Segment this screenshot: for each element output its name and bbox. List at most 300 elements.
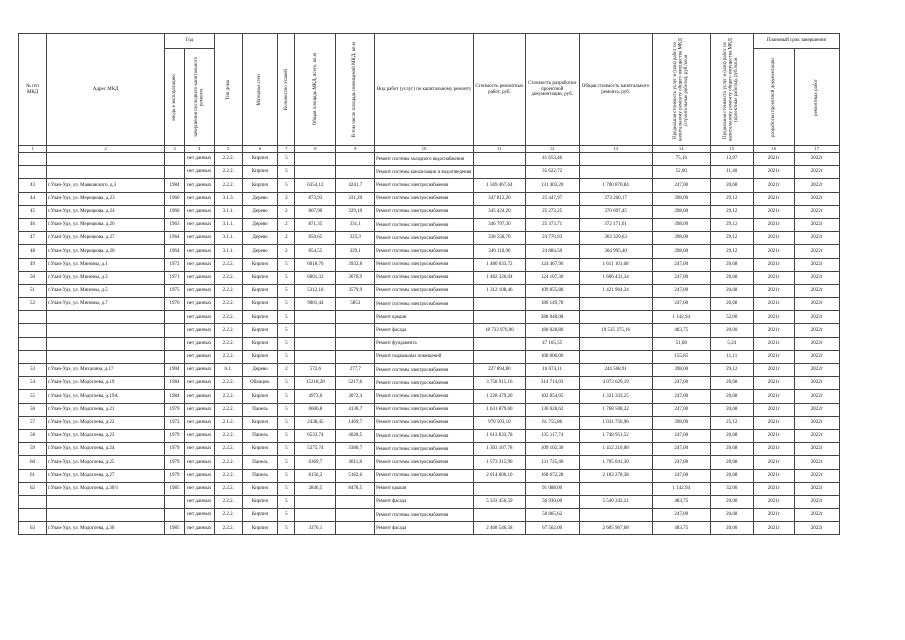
row-max-cost-2: 20,00 bbox=[710, 495, 753, 508]
row-work-type: Ремонт системы электроснабжения bbox=[375, 416, 474, 429]
row-term-design: 2021г bbox=[753, 364, 794, 377]
row-total-area: 6533,74 bbox=[295, 429, 336, 442]
row-number: 48 bbox=[19, 245, 47, 258]
column-number: 9 bbox=[336, 146, 375, 153]
table-row bbox=[19, 205, 840, 218]
row-max-cost-1: 247,00 bbox=[652, 258, 710, 271]
table-row bbox=[19, 390, 840, 403]
row-wall-material: Кирпич bbox=[242, 271, 278, 284]
row-max-cost-1: 1 142,94 bbox=[652, 482, 710, 495]
row-max-cost-2: 20,00 bbox=[710, 324, 753, 337]
table-row bbox=[19, 232, 840, 245]
row-floors: 2 bbox=[278, 205, 295, 218]
row-term-works: 2022г bbox=[794, 192, 839, 205]
row-repair-cost: 1 486 633,72 bbox=[474, 258, 526, 271]
table-row bbox=[19, 429, 840, 442]
row-total-cost: 1 748 951,52 bbox=[579, 429, 652, 442]
row-number bbox=[19, 166, 47, 179]
row-address: г.Улан-Удэ, ул. Маяковского, д.3 bbox=[46, 179, 164, 192]
row-max-cost-2: 20,68 bbox=[710, 284, 753, 297]
row-term-works: 2022г bbox=[794, 258, 839, 271]
row-living-area: 4028,5 bbox=[336, 429, 375, 442]
row-house-type: 2.2.2. bbox=[214, 482, 242, 495]
header-year: Год bbox=[165, 34, 215, 49]
row-wall-material: Кирпич bbox=[242, 311, 278, 324]
row-repair-cost bbox=[474, 482, 526, 495]
row-wall-material: Дерево bbox=[242, 218, 278, 231]
row-address bbox=[46, 509, 164, 522]
row-term-design: 2021г bbox=[753, 377, 794, 390]
row-number: 63 bbox=[19, 522, 47, 535]
row-repair-cost bbox=[474, 337, 526, 350]
row-design-cost: 35 622,72 bbox=[525, 166, 579, 179]
row-max-cost-1: 398,00 bbox=[652, 205, 710, 218]
row-term-design: 2021г bbox=[753, 179, 794, 192]
table-row bbox=[19, 284, 840, 297]
row-max-cost-2: 52,00 bbox=[710, 311, 753, 324]
row-max-cost-1: 52,00 bbox=[652, 166, 710, 179]
row-total-area bbox=[295, 509, 336, 522]
row-design-cost: 24 884,50 bbox=[525, 245, 579, 258]
row-house-type: 2.2.2. bbox=[214, 443, 242, 456]
row-total-area: 2846,5 bbox=[295, 482, 336, 495]
row-living-area: 3579,9 bbox=[336, 284, 375, 297]
column-number: 5 bbox=[214, 146, 242, 153]
row-max-cost-1: 247,00 bbox=[652, 509, 710, 522]
row-year-commission: 1979 bbox=[165, 429, 184, 442]
row-work-type: Ремонт системы электроснабжения bbox=[375, 192, 474, 205]
table-row bbox=[19, 350, 840, 363]
row-total-area bbox=[295, 337, 336, 350]
row-repair-cost: 340 110,90 bbox=[474, 245, 526, 258]
row-total-cost: 372 171,01 bbox=[579, 218, 652, 231]
row-year-last-repair: нет данных bbox=[184, 429, 214, 442]
row-year-last-repair: нет данных bbox=[184, 179, 214, 192]
row-number bbox=[19, 350, 47, 363]
row-total-area: 8156,3 bbox=[295, 469, 336, 482]
row-work-type: Ремонт системы электроснабжения bbox=[375, 377, 474, 390]
row-term-design: 2021г bbox=[753, 271, 794, 284]
row-number: 49 bbox=[19, 258, 47, 271]
row-living-area bbox=[336, 166, 375, 179]
row-address bbox=[46, 337, 164, 350]
row-term-works: 2022г bbox=[794, 469, 839, 482]
row-work-type: Ремонт системы электроснабжения bbox=[375, 443, 474, 456]
row-floors: 5 bbox=[278, 337, 295, 350]
row-house-type: 2.2.2. bbox=[214, 522, 242, 535]
row-number: 59 bbox=[19, 443, 47, 456]
row-design-cost: 180 028,80 bbox=[525, 324, 579, 337]
row-floors: 5 bbox=[278, 403, 295, 416]
row-max-cost-1: 75,16 bbox=[652, 153, 710, 166]
row-total-area: 867,90 bbox=[295, 205, 336, 218]
row-living-area: 277,7 bbox=[336, 364, 375, 377]
row-work-type: Ремонт системы электроснабжения bbox=[375, 469, 474, 482]
row-number: 53 bbox=[19, 364, 47, 377]
row-living-area: 8478,5 bbox=[336, 482, 375, 495]
row-work-type: Ремонт крыши bbox=[375, 482, 474, 495]
row-address bbox=[46, 324, 164, 337]
row-total-cost: 5 540 342,21 bbox=[579, 495, 652, 508]
row-work-type: Ремонт системы электроснабжения bbox=[375, 179, 474, 192]
row-address bbox=[46, 495, 164, 508]
row-floors: 5 bbox=[278, 298, 295, 311]
row-repair-cost: 345 424,20 bbox=[474, 205, 526, 218]
table-row bbox=[19, 192, 840, 205]
row-year-commission: 1904 bbox=[165, 364, 184, 377]
header-year-last-repair: завершения последнего капитального ремонта bbox=[184, 49, 214, 146]
column-number: 11 bbox=[474, 146, 526, 153]
row-floors: 5 bbox=[278, 311, 295, 324]
table-row bbox=[19, 456, 840, 469]
row-repair-cost: 1 569 467,64 bbox=[474, 179, 526, 192]
row-max-cost-1: 398,00 bbox=[652, 232, 710, 245]
row-work-type: Ремонт системы электроснабжения bbox=[375, 271, 474, 284]
row-term-design: 2021г bbox=[753, 205, 794, 218]
row-house-type: 2.2.2. bbox=[214, 298, 242, 311]
row-max-cost-2: 20,68 bbox=[710, 390, 753, 403]
row-year-last-repair: нет данных bbox=[184, 298, 214, 311]
row-wall-material: Кирпич bbox=[242, 298, 278, 311]
row-repair-cost bbox=[474, 350, 526, 363]
row-year-commission: 1963 bbox=[165, 218, 184, 231]
row-total-area: 5275,74 bbox=[295, 443, 336, 456]
row-design-cost: 109 102,30 bbox=[525, 443, 579, 456]
row-wall-material: Кирпич bbox=[242, 350, 278, 363]
row-number bbox=[19, 337, 47, 350]
row-wall-material: Облицов. bbox=[242, 377, 278, 390]
table-header bbox=[19, 34, 840, 153]
row-repair-cost: 18 733 976,96 bbox=[474, 324, 526, 337]
row-repair-cost bbox=[474, 153, 526, 166]
row-floors: 5 bbox=[278, 495, 295, 508]
row-living-area bbox=[336, 311, 375, 324]
row-term-design: 2021г bbox=[753, 429, 794, 442]
row-living-area: 331,20 bbox=[336, 192, 375, 205]
row-term-design: 2021г bbox=[753, 522, 794, 535]
header-house-type: Тип дома bbox=[214, 34, 242, 146]
row-work-type: Ремонт фасада bbox=[375, 522, 474, 535]
column-number: 4 bbox=[184, 146, 214, 153]
row-repair-cost: 1 312 108,46 bbox=[474, 284, 526, 297]
row-total-area: 572,6 bbox=[295, 364, 336, 377]
row-year-commission bbox=[165, 495, 184, 508]
row-address: г.Улан-Удэ, ул. Модогоева, д.24 bbox=[46, 443, 164, 456]
row-term-works: 2022г bbox=[794, 311, 839, 324]
row-term-works: 2022г bbox=[794, 245, 839, 258]
row-floors: 5 bbox=[278, 482, 295, 495]
row-total-cost: 1 611 101,68 bbox=[579, 258, 652, 271]
row-term-works: 2022г bbox=[794, 166, 839, 179]
row-term-design: 2021г bbox=[753, 324, 794, 337]
column-number: 6 bbox=[242, 146, 278, 153]
row-year-last-repair: нет данных bbox=[184, 416, 214, 429]
row-max-cost-2: 20,68 bbox=[710, 258, 753, 271]
row-design-cost: 136 628,62 bbox=[525, 403, 579, 416]
row-total-area: 6354,12 bbox=[295, 179, 336, 192]
row-term-works: 2022г bbox=[794, 390, 839, 403]
row-total-cost bbox=[579, 298, 652, 311]
row-design-cost: 131 403,20 bbox=[525, 179, 579, 192]
row-work-type: Ремонт подвальных помещений bbox=[375, 350, 474, 363]
row-year-last-repair: нет данных bbox=[184, 218, 214, 231]
row-number: 45 bbox=[19, 205, 47, 218]
row-repair-cost bbox=[474, 509, 526, 522]
row-house-type: 2.2.2. bbox=[214, 284, 242, 297]
row-total-cost: 373 260,17 bbox=[579, 192, 652, 205]
row-term-design: 2021г bbox=[753, 232, 794, 245]
row-term-works: 2022г bbox=[794, 205, 839, 218]
row-term-design: 2021г bbox=[753, 350, 794, 363]
row-max-cost-2: 25,12 bbox=[710, 416, 753, 429]
row-wall-material: Дерево bbox=[242, 205, 278, 218]
row-work-type: Ремонт системы электроснабжения bbox=[375, 364, 474, 377]
row-house-type: 2.2.2. bbox=[214, 350, 242, 363]
row-year-commission: 1984 bbox=[165, 390, 184, 403]
row-house-type: 3.1.3. bbox=[214, 192, 242, 205]
row-total-area: 6001,32 bbox=[295, 271, 336, 284]
row-wall-material: Дерево bbox=[242, 245, 278, 258]
row-address: г.Улан-Удэ, ул. Миномы, д.3 bbox=[46, 271, 164, 284]
row-design-cost: 56 930,00 bbox=[525, 495, 579, 508]
row-address: г.Улан-Удэ, ул. Модогоева, д.30/1 bbox=[46, 482, 164, 495]
row-max-cost-1: 483,75 bbox=[652, 522, 710, 535]
table-row bbox=[19, 469, 840, 482]
row-address bbox=[46, 153, 164, 166]
column-number: 17 bbox=[794, 146, 839, 153]
table-row bbox=[19, 495, 840, 508]
row-floors: 2 bbox=[278, 192, 295, 205]
row-total-area bbox=[295, 153, 336, 166]
row-total-cost: 244 568,91 bbox=[579, 364, 652, 377]
row-year-last-repair: нет данных bbox=[184, 192, 214, 205]
row-floors: 2 bbox=[278, 218, 295, 231]
row-year-commission bbox=[165, 509, 184, 522]
table-row bbox=[19, 337, 840, 350]
header-living-area: В том числе площадь помещений МКД, кв.м bbox=[336, 34, 375, 146]
row-floors: 5 bbox=[278, 271, 295, 284]
row-number: 54 bbox=[19, 377, 47, 390]
column-number: 2 bbox=[46, 146, 164, 153]
row-max-cost-2: 32,00 bbox=[710, 482, 753, 495]
row-floors: 5 bbox=[278, 258, 295, 271]
row-design-cost: 124 467,96 bbox=[525, 258, 579, 271]
row-house-type: 2.2.2. bbox=[214, 390, 242, 403]
row-year-commission bbox=[165, 337, 184, 350]
row-term-works: 2022г bbox=[794, 324, 839, 337]
row-repair-cost: 347 812,20 bbox=[474, 192, 526, 205]
table-row bbox=[19, 443, 840, 456]
row-house-type: 2.2.2. bbox=[214, 337, 242, 350]
column-number: 3 bbox=[165, 146, 184, 153]
row-number: 55 bbox=[19, 390, 47, 403]
row-max-cost-1: 398,00 bbox=[652, 192, 710, 205]
row-repair-cost: 3 758 915,16 bbox=[474, 377, 526, 390]
row-year-last-repair: нет данных bbox=[184, 377, 214, 390]
row-living-area bbox=[336, 522, 375, 535]
row-max-cost-2: 20,68 bbox=[710, 377, 753, 390]
row-repair-cost: 5 333 456,59 bbox=[474, 495, 526, 508]
row-term-design: 2021г bbox=[753, 456, 794, 469]
row-total-cost bbox=[579, 153, 652, 166]
row-year-commission bbox=[165, 153, 184, 166]
row-design-cost: 102 854,05 bbox=[525, 390, 579, 403]
row-wall-material: Кирпич bbox=[242, 482, 278, 495]
row-max-cost-2: 20,00 bbox=[710, 522, 753, 535]
row-repair-cost: 1 482 326,04 bbox=[474, 271, 526, 284]
row-wall-material: Кирпич bbox=[242, 337, 278, 350]
header-wall-material: Материал стен bbox=[242, 34, 278, 146]
row-address: г.Улан-Удэ, ул. Миномы, д.5 bbox=[46, 284, 164, 297]
row-number: 57 bbox=[19, 416, 47, 429]
row-work-type: Ремонт системы электроснабжения bbox=[375, 298, 474, 311]
row-year-commission: 1976 bbox=[165, 298, 184, 311]
row-repair-cost: 970 503,10 bbox=[474, 416, 526, 429]
row-max-cost-2: 29,12 bbox=[710, 232, 753, 245]
row-max-cost-2: 29,12 bbox=[710, 218, 753, 231]
row-design-cost: 135 117,74 bbox=[525, 429, 579, 442]
row-year-commission: 1964 bbox=[165, 245, 184, 258]
header-address: Адрес МКД bbox=[46, 34, 164, 146]
row-living-area: 3380,7 bbox=[336, 443, 375, 456]
row-max-cost-2: 11,40 bbox=[710, 166, 753, 179]
row-term-works: 2022г bbox=[794, 271, 839, 284]
row-total-cost: 1 768 508,22 bbox=[579, 403, 652, 416]
row-house-type: 3.1.1. bbox=[214, 232, 242, 245]
row-living-area: 4130,7 bbox=[336, 403, 375, 416]
header-repair-cost: Стоимость ремонтных работ, руб. bbox=[474, 34, 526, 146]
row-design-cost: 314 714,03 bbox=[525, 377, 579, 390]
row-work-type: Ремонт системы электроснабжения bbox=[375, 284, 474, 297]
row-max-cost-1: 398,00 bbox=[652, 218, 710, 231]
row-wall-material: Кирпич bbox=[242, 443, 278, 456]
header-planned-term: Плановый срок завершения bbox=[753, 34, 839, 49]
row-floors: 5 bbox=[278, 416, 295, 429]
row-total-area: 871,35 bbox=[295, 218, 336, 231]
row-repair-cost bbox=[474, 166, 526, 179]
row-term-works: 2022г bbox=[794, 179, 839, 192]
header-total-area: Общая площадь МКД, всего, кв.м bbox=[295, 34, 336, 146]
row-total-cost bbox=[579, 166, 652, 179]
row-design-cost: 61 755,86 bbox=[525, 416, 579, 429]
row-year-last-repair: нет данных bbox=[184, 311, 214, 324]
row-repair-cost: 1 573 315,90 bbox=[474, 456, 526, 469]
table-row bbox=[19, 179, 840, 192]
row-design-cost: 388 048,08 bbox=[525, 311, 579, 324]
column-number: 14 bbox=[652, 146, 710, 153]
row-number: 51 bbox=[19, 284, 47, 297]
table-row bbox=[19, 271, 840, 284]
row-term-design: 2021г bbox=[753, 258, 794, 271]
row-address: г.Улан-Удэ, ул. Миномы, д.7 bbox=[46, 298, 164, 311]
row-work-type: Ремонт системы электроснабжения bbox=[375, 509, 474, 522]
row-number: 61 bbox=[19, 469, 47, 482]
row-term-works: 2022г bbox=[794, 495, 839, 508]
row-repair-cost: 2 014 606,10 bbox=[474, 469, 526, 482]
header-work-type: Вид работ (услуг) по капитальному ремонту bbox=[375, 34, 474, 146]
row-total-cost: 1 606 433,34 bbox=[579, 271, 652, 284]
row-total-cost: 2 183 278,38 bbox=[579, 469, 652, 482]
row-total-area bbox=[295, 350, 336, 363]
row-living-area: 3072,4 bbox=[336, 390, 375, 403]
row-year-commission: 1985 bbox=[165, 522, 184, 535]
row-term-works: 2022г bbox=[794, 509, 839, 522]
row-max-cost-2: 5,24 bbox=[710, 337, 753, 350]
row-living-area: 5217,6 bbox=[336, 377, 375, 390]
row-term-design: 2021г bbox=[753, 443, 794, 456]
row-total-cost: 1 421 964,34 bbox=[579, 284, 652, 297]
table-row bbox=[19, 258, 840, 271]
row-number: 46 bbox=[19, 218, 47, 231]
row-repair-cost: 346 797,30 bbox=[474, 218, 526, 231]
row-house-type: 2.2.2. bbox=[214, 469, 242, 482]
row-living-area: 1469,7 bbox=[336, 416, 375, 429]
row-term-design: 2021г bbox=[753, 218, 794, 231]
row-year-last-repair: нет данных bbox=[184, 153, 214, 166]
row-term-works: 2022г bbox=[794, 153, 839, 166]
row-term-design: 2021г bbox=[753, 416, 794, 429]
row-total-area: 9001,44 bbox=[295, 298, 336, 311]
row-house-type: 3.1.1. bbox=[214, 205, 242, 218]
row-year-commission: 1985 bbox=[165, 482, 184, 495]
row-address bbox=[46, 311, 164, 324]
row-design-cost: 168 672,28 bbox=[525, 469, 579, 482]
row-design-cost: 47 165,55 bbox=[525, 337, 579, 350]
row-year-commission: 1979 bbox=[165, 456, 184, 469]
row-design-cost: 25 447,97 bbox=[525, 192, 579, 205]
row-max-cost-2: 20,68 bbox=[710, 403, 753, 416]
row-address: г.Улан-Удэ, ул. Мерецкова, д.26 bbox=[46, 218, 164, 231]
repair-plan-table bbox=[18, 33, 840, 535]
row-number bbox=[19, 153, 47, 166]
row-total-cost bbox=[579, 337, 652, 350]
row-wall-material: Кирпич bbox=[242, 284, 278, 297]
column-number: 15 bbox=[710, 146, 753, 153]
row-repair-cost bbox=[474, 298, 526, 311]
row-total-area bbox=[295, 495, 336, 508]
row-term-design: 2021г bbox=[753, 284, 794, 297]
table-row bbox=[19, 218, 840, 231]
row-year-commission: 1971 bbox=[165, 271, 184, 284]
row-max-cost-1: 247,00 bbox=[652, 390, 710, 403]
row-term-works: 2022г bbox=[794, 416, 839, 429]
row-total-area: 854,55 bbox=[295, 245, 336, 258]
row-year-commission bbox=[165, 166, 184, 179]
row-design-cost: 58 865,62 bbox=[525, 509, 579, 522]
row-address: г.Улан-Удэ, ул. Модогоева, д.25 bbox=[46, 456, 164, 469]
row-total-cost: 370 697,45 bbox=[579, 205, 652, 218]
row-year-last-repair: нет данных bbox=[184, 403, 214, 416]
row-floors: 5 bbox=[278, 522, 295, 535]
row-address: г.Улан-Удэ, ул. Модогоева, д.22 bbox=[46, 416, 164, 429]
column-number: 7 bbox=[278, 146, 295, 153]
row-work-type: Ремонт системы электроснабжения bbox=[375, 218, 474, 231]
row-year-commission: 1960 bbox=[165, 205, 184, 218]
row-year-last-repair: нет данных bbox=[184, 364, 214, 377]
row-year-last-repair: нет данных bbox=[184, 271, 214, 284]
row-year-commission bbox=[165, 350, 184, 363]
row-address: г.Улан-Удэ, ул. Модогоева, д.19 bbox=[46, 377, 164, 390]
row-term-works: 2022г bbox=[794, 482, 839, 495]
row-floors: 5 bbox=[278, 429, 295, 442]
row-year-commission: 1964 bbox=[165, 232, 184, 245]
row-wall-material: Кирпич bbox=[242, 324, 278, 337]
column-number: 10 bbox=[375, 146, 474, 153]
row-repair-cost: 1 303 107,78 bbox=[474, 443, 526, 456]
row-total-cost bbox=[579, 509, 652, 522]
row-year-last-repair: нет данных bbox=[184, 166, 214, 179]
row-max-cost-1: 247,00 bbox=[652, 429, 710, 442]
